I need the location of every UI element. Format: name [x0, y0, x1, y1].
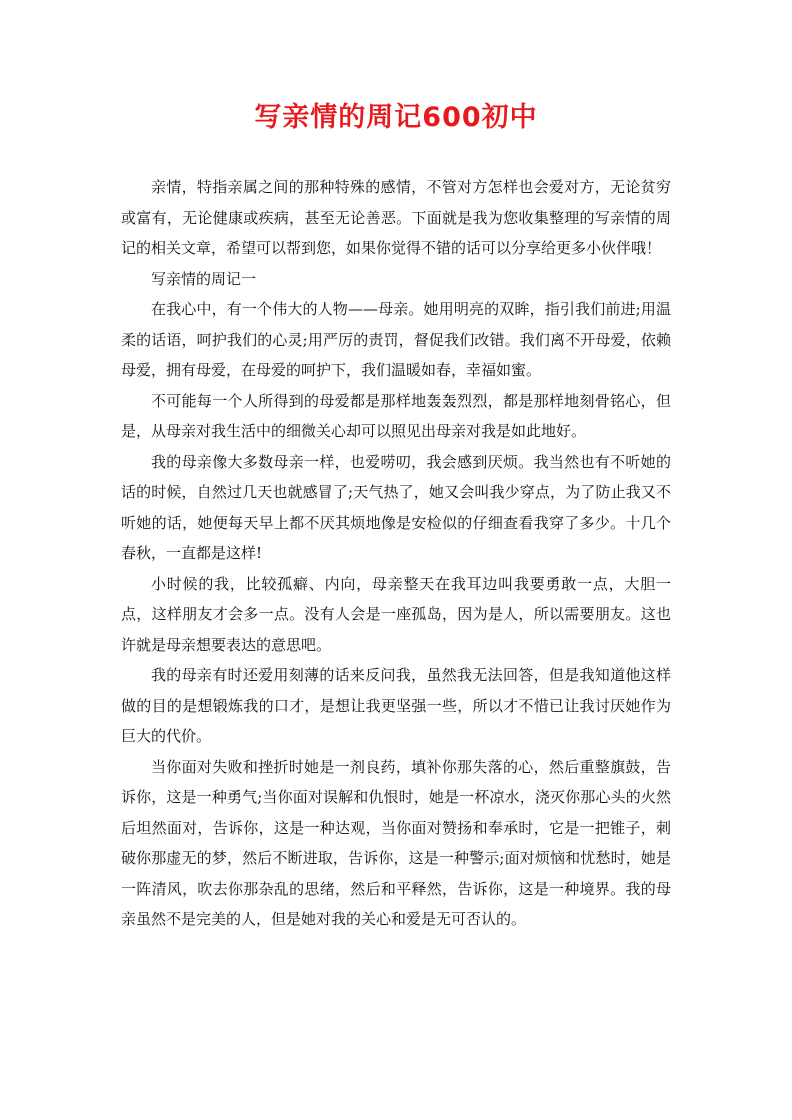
body-paragraph: 当你面对失败和挫折时她是一剂良药，填补你那失落的心，然后重整旗鼓，告诉你，这是一种勇气;当你面对误解和仇恨时，她是一杯凉水，浇灭你那心头的火然后坦然面对，告诉你，这是一种达观，当你面对赞扬和奉承时，它是一把锥子，刺破你那虚无的梦，然后不断进取，告诉你，这是一种警示;面对烦恼和忧愁时，她是一阵清风，吹去你那杂乱的思绪，然后和平释然，告诉你，这是一种境界。我的母亲虽然不是完美的人，但是她对我的关心和爱是无可否认的。: [121, 757, 671, 928]
intro-paragraph: 亲情，特指亲属之间的那种特殊的感情，不管对方怎样也会爱对方，无论贫穷或富有，无论健康或疾病，甚至无论善恶。下面就是我为您收集整理的写亲情的周记的相关文章，希望可以帮到您，如果你觉得不错的话可以分享给更多小伙伴哦！: [121, 178, 671, 257]
document-body: [121, 172, 671, 935]
section-heading: 写亲情的周记一: [151, 269, 257, 288]
body-paragraph: 小时候的我，比较孤癖、内向，母亲整天在我耳边叫我要勇敢一点，大胆一点，这样朋友才会多一点。没有人会是一座孤岛，因为是人，所以需要朋友。这也许就是母亲想要表达的意思吧。: [121, 574, 671, 654]
body-paragraph: 在我心中，有一个伟大的人物——母亲。她用明亮的双眸，指引我们前进;用温柔的话语，呵护我们的心灵;用严厉的责罚，督促我们改错。我们离不开母爱，依赖母爱，拥有母爱，在母爱的呵护下，我们温暖如春，幸福如蜜。: [121, 300, 671, 379]
body-paragraph: 我的母亲像大多数母亲一样，也爱唠叨，我会感到厌烦。我当然也有不听她的话的时候，自然过几天也就感冒了;天气热了，她又会叫我少穿点，为了防止我又不听她的话，她便每天早上都不厌其烦地像是安检似的仔细查看我穿了多少。十几个春秋，一直都是这样!: [121, 452, 671, 562]
document-title: 写亲情的周记600初中: [254, 102, 538, 133]
body-paragraph: 不可能每一个人所得到的母爱都是那样地轰轰烈烈，都是那样地刻骨铭心，但是，从母亲对我生活中的细微关心却可以照见出母亲对我是如此地好。: [121, 391, 671, 440]
body-paragraph: 我的母亲有时还爱用刻薄的话来反问我，虽然我无法回答，但是我知道他这样做的目的是想锻炼我的口才，是想让我更坚强一些，所以才不惜已让我讨厌她作为巨大的代价。: [121, 666, 671, 745]
